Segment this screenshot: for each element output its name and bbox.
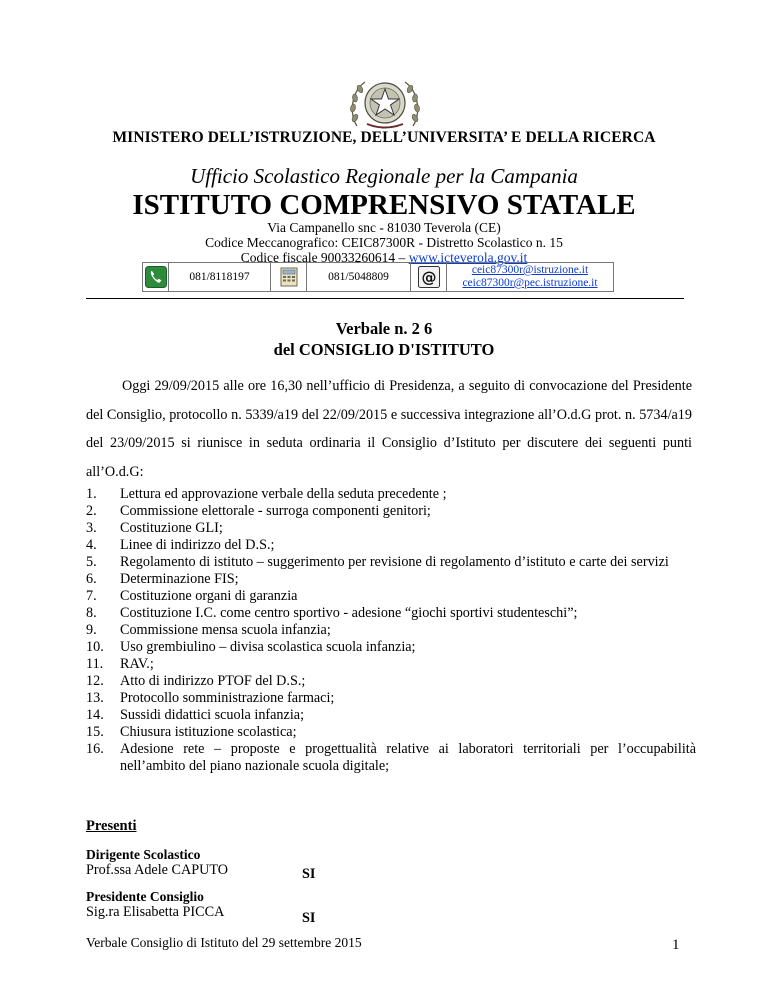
school-address: Via Campanello snc - 81030 Teverola (CE) (267, 220, 501, 235)
attendees-heading: Presenti (86, 818, 137, 834)
agenda-item (86, 707, 696, 724)
website-link[interactable]: www.icteverola.gov.it (408, 250, 528, 265)
pec-email-link[interactable]: ceic87300r@pec.istruzione.it (462, 277, 598, 289)
agenda-item (86, 673, 696, 690)
agenda-item-number: 9. (86, 622, 97, 638)
agenda-item (86, 690, 696, 707)
agenda-item (86, 486, 696, 503)
agenda-item-text: Commissione elettorale - surroga componenti genitori; (120, 503, 431, 519)
agenda-item-text: Uso grembiulino – divisa scolastica scuola infanzia; (120, 639, 416, 655)
agenda-item-text: Atto di indirizzo PTOF del D.S.; (120, 673, 306, 689)
agenda-item (86, 588, 696, 605)
agenda-item-number: 3. (86, 520, 97, 536)
svg-text:@: @ (421, 268, 436, 287)
email-link[interactable]: ceic87300r@istruzione.it (471, 264, 589, 276)
agenda-item-text: Regolamento di istituto – suggerimento per revisione di regolamento d’istituto e carte dei servizi (120, 554, 669, 570)
agenda-item-text: Adesione rete – proposte e progettualità relative ai laboratori territoriali per l’occupabilità nell’ambito del piano nazionale scuola digitale; (120, 741, 696, 774)
agenda-item-text: Determinazione FIS; (120, 571, 239, 587)
agenda-item-number: 12. (86, 673, 104, 689)
agenda-item-number: 6. (86, 571, 97, 587)
agenda-item-text: Costituzione organi di garanzia (120, 588, 298, 604)
agenda-item-number: 16. (86, 741, 104, 757)
agenda-item (86, 571, 696, 588)
intro-text: Oggi 29/09/2015 alle ore 16,30 nell’ufficio di Presidenza, a seguito di convocazione del Presidente del Consiglio, protocollo n. 5339/a19 del 22/09/2015 e successiva integrazione all’O.d.G prot. n. 5734/a19 del 23/09/2015 si riunisce in seduta ordinaria il Consiglio d’Istituto per discutere dei seguenti punti all’O.d.G: (86, 378, 692, 480)
email-cell (447, 263, 613, 291)
agenda-item-text: Costituzione GLI; (120, 520, 223, 536)
agenda-item-number: 5. (86, 554, 97, 570)
agenda-item-text: Linee di indirizzo del D.S.; (120, 537, 275, 553)
dirigente-role: Dirigente Scolastico (86, 847, 201, 862)
agenda-item-number: 1. (86, 486, 97, 502)
agenda-item (86, 724, 696, 741)
agenda-item-text: Protocollo somministrazione farmaci; (120, 690, 335, 706)
fax-icon-cell (271, 263, 307, 291)
agenda-item-text: Sussidi didattici scuola infanzia; (120, 707, 305, 723)
email-icon-cell (411, 263, 447, 291)
minutes-title (80, 318, 688, 360)
agenda-item-number: 14. (86, 707, 104, 723)
page-number: 1 (672, 937, 680, 953)
dirigente-name: Prof.ssa Adele CAPUTO (86, 862, 229, 878)
agenda-item-number: 7. (86, 588, 97, 604)
regional-office: Ufficio Scolastico Regionale per la Campania (190, 164, 578, 188)
dirigente-present: SI (302, 866, 316, 882)
agenda-item (86, 741, 696, 775)
italian-emblem-icon (343, 74, 427, 132)
agenda-item-number: 2. (86, 503, 97, 519)
agenda-item-text: Lettura ed approvazione verbale della seduta precedente ; (120, 486, 447, 502)
agenda-item-number: 15. (86, 724, 104, 740)
agenda-item-number: 8. (86, 605, 97, 621)
fax-number: 081/5048809 (307, 263, 411, 291)
page-footer: Verbale Consiglio di Istituto del 29 settembre 2015 (86, 935, 362, 950)
agenda-item-number: 4. (86, 537, 97, 553)
ministry-name: MINISTERO DELL’ISTRUZIONE, DELL’UNIVERSITA’ E DELLA RICERCA (112, 129, 656, 146)
fax-icon (278, 266, 300, 288)
council-title: del CONSIGLIO D'ISTITUTO (273, 340, 495, 359)
agenda-item (86, 639, 696, 656)
agenda-item-text: RAV.; (120, 656, 154, 672)
agenda-item (86, 656, 696, 673)
agenda-item (86, 520, 696, 537)
agenda-item-number: 11. (86, 656, 104, 672)
presidente-present: SI (302, 910, 316, 926)
fiscal-code: Codice fiscale 90033260614 – (240, 250, 409, 265)
phone-icon (145, 266, 167, 288)
agenda-item (86, 554, 696, 571)
agenda-item-number: 10. (86, 639, 104, 655)
agenda-item (86, 622, 696, 639)
agenda-item-text: Costituzione I.C. come centro sportivo - adesione “giochi sportivi studenteschi”; (120, 605, 578, 621)
agenda-item (86, 605, 696, 622)
presidente-role: Presidente Consiglio (86, 889, 204, 904)
minutes-number: Verbale n. 2 6 (335, 319, 433, 338)
agenda-list (86, 486, 696, 775)
email-at-icon (418, 266, 440, 288)
header-divider (86, 298, 684, 299)
intro-paragraph (86, 372, 692, 486)
agenda-item (86, 503, 696, 520)
agenda-item-text: Commissione mensa scuola infanzia; (120, 622, 331, 638)
phone-number: 081/8118197 (169, 263, 271, 291)
school-codes: Codice Meccanografico: CEIC87300R - Distretto Scolastico n. 15 (205, 235, 563, 250)
presidente-name: Sig.ra Elisabetta PICCA (86, 904, 225, 920)
contact-bar (142, 262, 614, 292)
phone-icon-cell (143, 263, 169, 291)
agenda-item-number: 13. (86, 690, 104, 706)
school-name: ISTITUTO COMPRENSIVO STATALE (132, 189, 636, 221)
agenda-item-text: Chiusura istituzione scolastica; (120, 724, 297, 740)
agenda-item (86, 537, 696, 554)
